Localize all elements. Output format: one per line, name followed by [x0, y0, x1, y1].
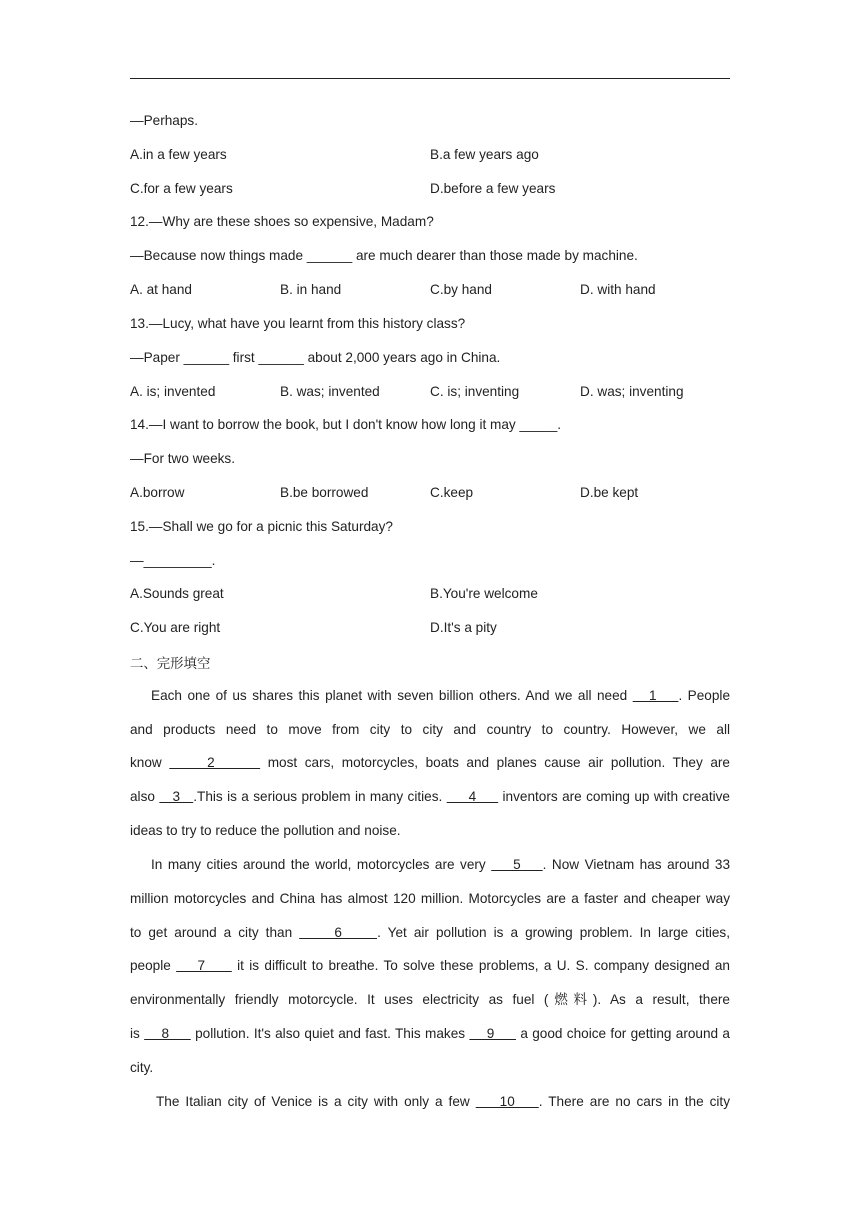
q15-option-b: B.You're welcome [430, 586, 538, 601]
p2-line-4: people 7 it is difficult to breathe. To solve these problems, a U. S. company designed an [130, 958, 730, 973]
blank-10: 10 [475, 1094, 539, 1109]
p2-line-1: In many cities around the world, motorcycles are very 5 . Now Vietnam has around 33 [151, 857, 731, 872]
q13-question: 13.—Lucy, what have you learnt from this history class? [130, 316, 466, 331]
q15-option-d: D.It's a pity [430, 620, 497, 635]
q12-question: 12.—Why are these shoes so expensive, Madam? [130, 214, 434, 229]
header-rule [130, 78, 730, 79]
blank-1: 1 [632, 688, 679, 703]
q15-question: 15.—Shall we go for a picnic this Saturday? [130, 519, 393, 534]
q11-option-a: A.in a few years [130, 147, 227, 162]
q12-option-a: A. at hand [130, 282, 192, 297]
p1-line-2: and products need to move from city to city and country to country. However, we all [130, 722, 730, 737]
p1-line-5: ideas to try to reduce the pollution and noise. [130, 823, 401, 838]
blank-9: 9 [469, 1026, 516, 1041]
blank-8: 8 [144, 1026, 191, 1041]
p2-line-7: city. [130, 1060, 154, 1075]
p1-line-4: also 3 .This is a serious problem in many cities. 4 inventors are coming up with creative [130, 789, 730, 804]
q14-option-c: C.keep [430, 485, 474, 500]
q13-option-a: A. is; invented [130, 384, 216, 399]
q12-option-c: C.by hand [430, 282, 492, 297]
q14-option-b: B.be borrowed [280, 485, 369, 500]
q13-option-c: C. is; inventing [430, 384, 520, 399]
q14-reply: —For two weeks. [130, 451, 235, 466]
p2-line-5: environmentally friendly motorcycle. It uses electricity as fuel (燃料). As a result, there [130, 992, 730, 1007]
q15-reply: —_________. [130, 553, 216, 568]
p2-line-2: million motorcycles and China has almost 120 million. Motorcycles are a faster and cheaper way [130, 891, 730, 906]
q15-option-c: C.You are right [130, 620, 221, 635]
blank-6: 6 [299, 925, 378, 940]
section-heading: 二、完形填空 [130, 657, 211, 672]
q13-option-b: B. was; invented [280, 384, 380, 399]
q11-option-d: D.before a few years [430, 181, 556, 196]
q12-option-b: B. in hand [280, 282, 342, 297]
q11-option-b: B.a few years ago [430, 147, 539, 162]
blank-7: 7 [176, 958, 232, 973]
blank-2: 2 [169, 755, 261, 770]
p3-line-1: The Italian city of Venice is a city with only a few 10 . There are no cars in the city [156, 1094, 731, 1109]
p2-line-3: to get around a city than 6 . Yet air pollution is a growing problem. In large cities, [130, 925, 730, 940]
q11-reply: —Perhaps. [130, 113, 199, 128]
q11-option-c: C.for a few years [130, 181, 233, 196]
q13-option-d: D. was; inventing [580, 384, 684, 399]
p1-line-3: know 2 most cars, motorcycles, boats and planes cause air pollution. They are [130, 755, 730, 770]
p1-line-1: Each one of us shares this planet with seven billion others. And we all need 1 . People [151, 688, 731, 703]
p2-line-6: is 8 pollution. It's also quiet and fast. This makes 9 a good choice for getting around a [130, 1026, 730, 1041]
blank-5: 5 [491, 857, 543, 872]
q13-reply: —Paper ______ first ______ about 2,000 years ago in China. [130, 350, 501, 365]
blank-4: 4 [446, 789, 499, 804]
q14-question: 14.—I want to borrow the book, but I don't know how long it may _____. [130, 417, 562, 432]
q14-option-d: D.be kept [580, 485, 639, 500]
q12-option-d: D. with hand [580, 282, 656, 297]
blank-3: 3 [159, 789, 194, 804]
q15-option-a: A.Sounds great [130, 586, 224, 601]
q12-reply: —Because now things made ______ are much dearer than those made by machine. [130, 248, 638, 263]
q14-option-a: A.borrow [130, 485, 185, 500]
